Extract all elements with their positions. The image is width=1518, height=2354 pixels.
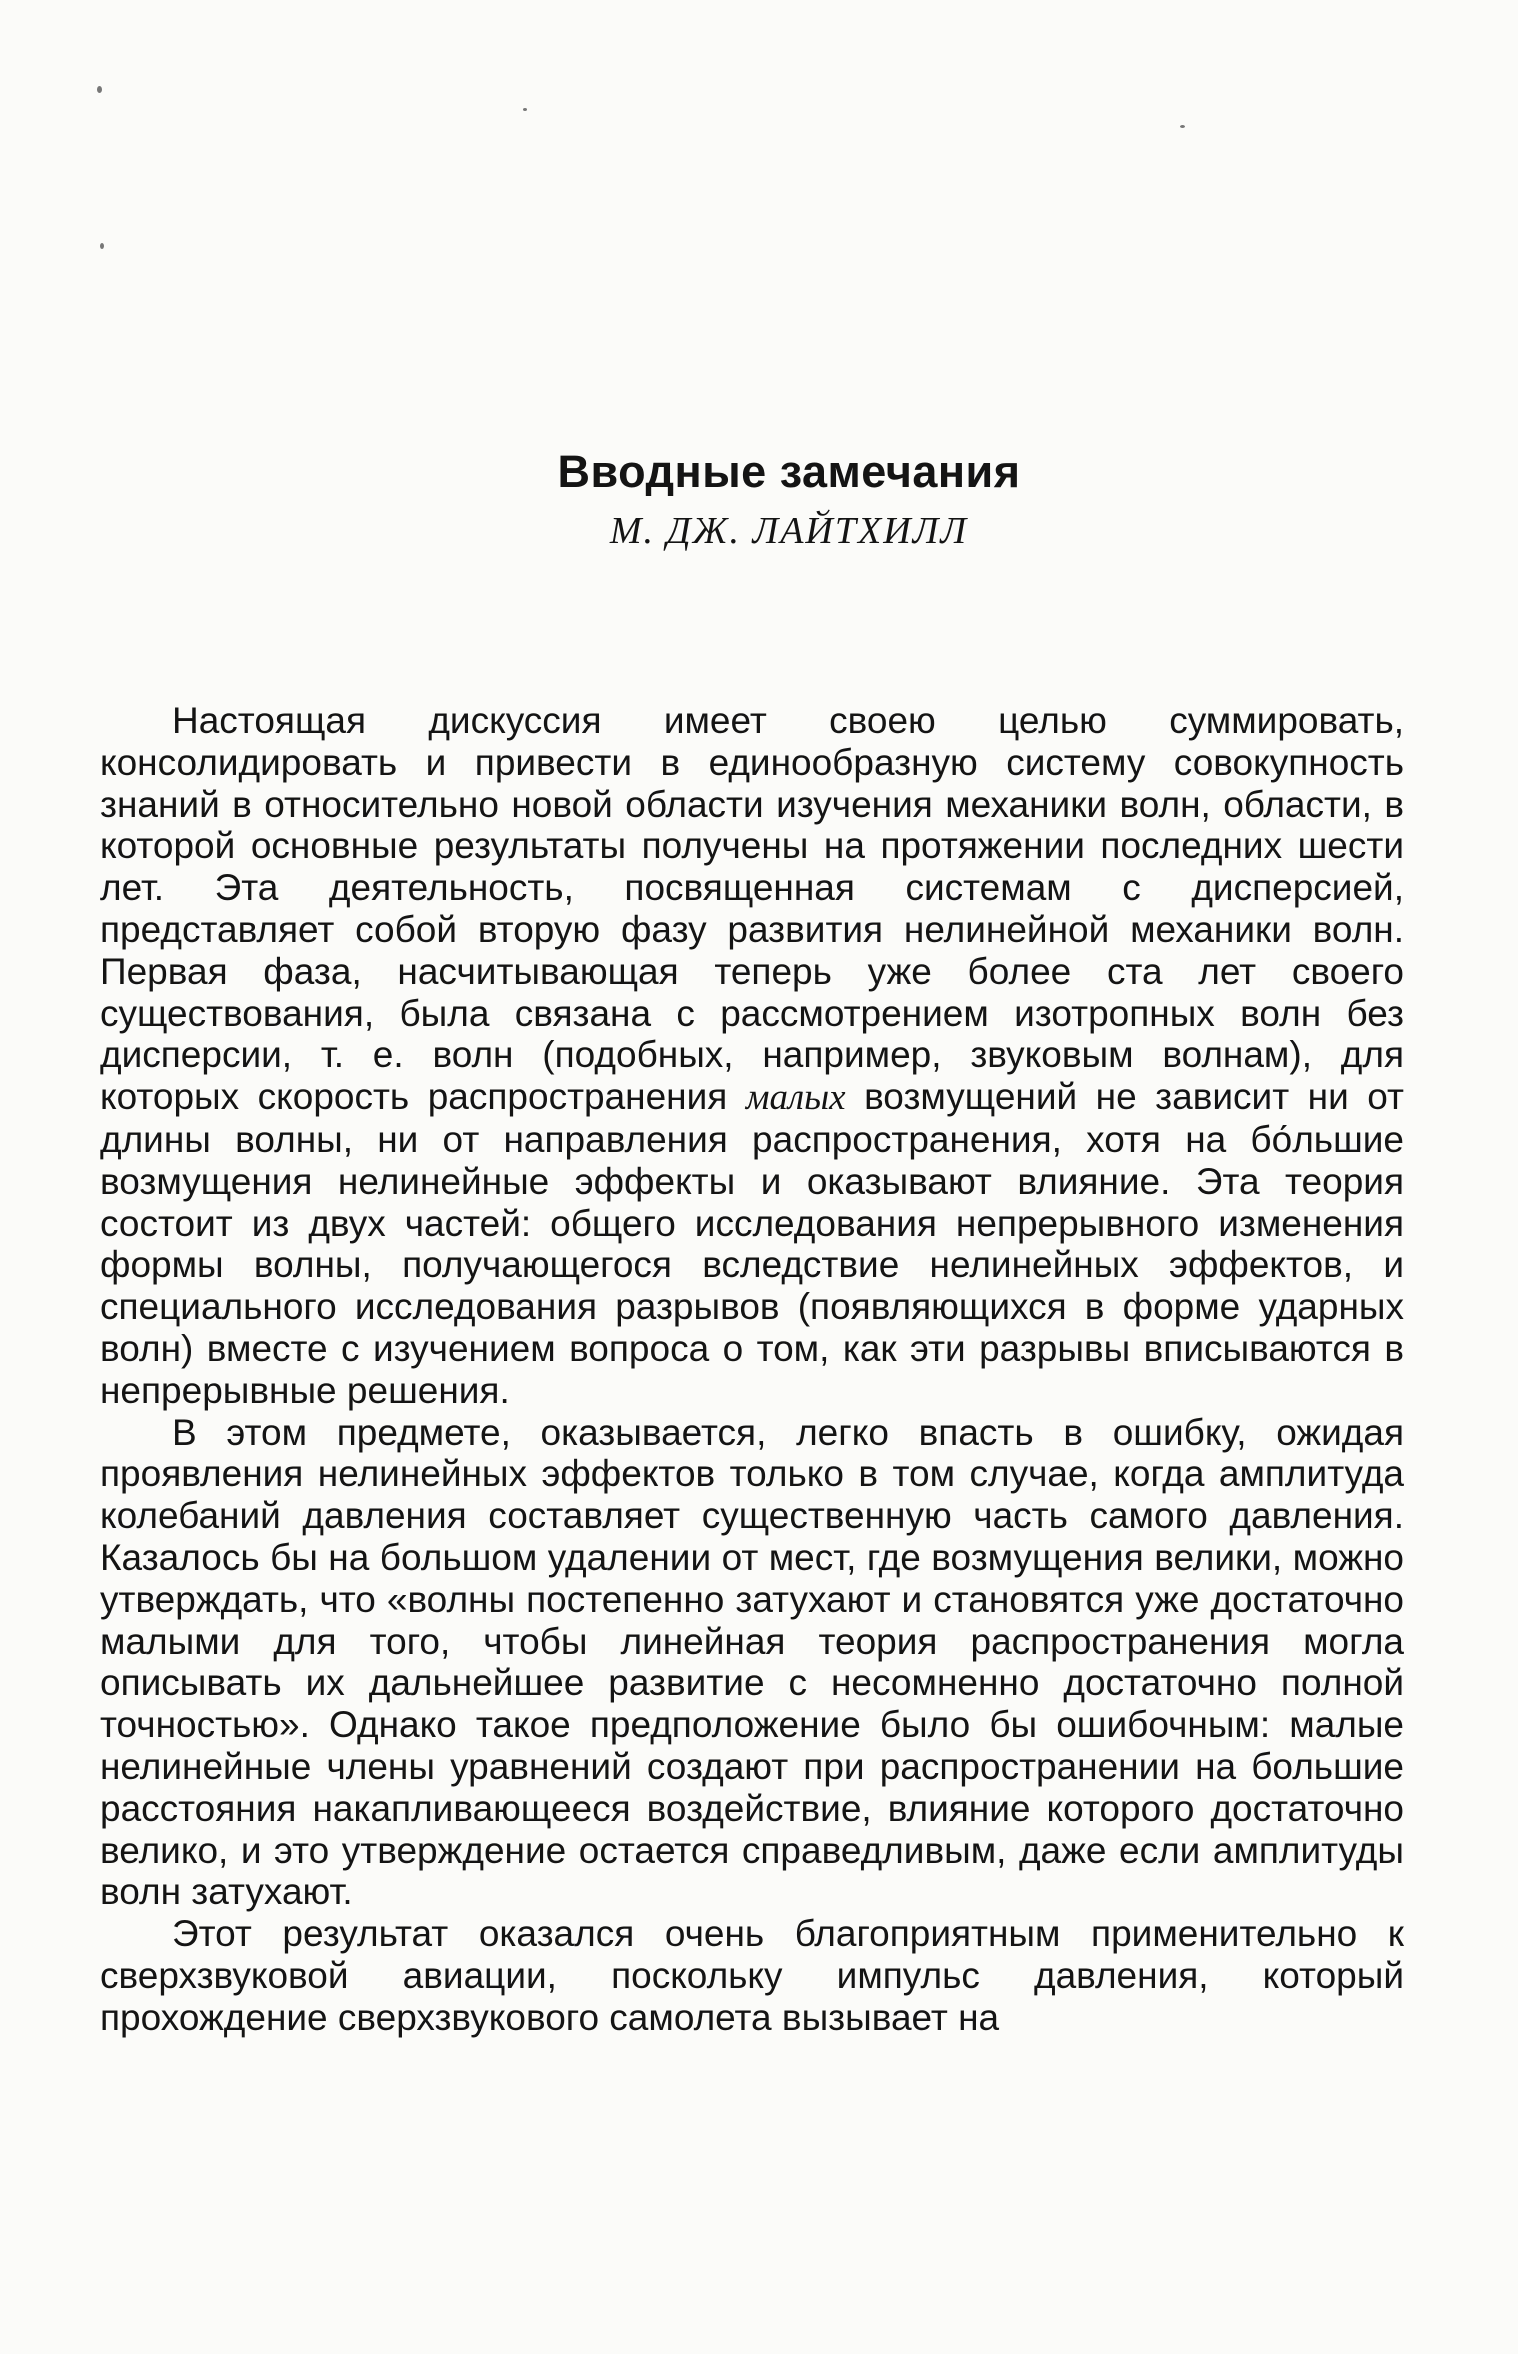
- scan-speck: [100, 243, 104, 249]
- article-body: [100, 700, 1404, 2039]
- scan-speck: [1180, 125, 1185, 128]
- paragraph-1: [100, 700, 1404, 1412]
- scan-speck: [97, 86, 102, 93]
- paragraph-1-text-start: Настоящая дискуссия имеет своею целью суммировать, консолидировать и привести в единообразную систему совокупность знаний в относительно новой области изучения механики волн, области, в которой основные результаты получены на протяжении последних шести лет. Эта деятельность, посвященная системам с дисперсией, представляет собой вторую фазу развития нелинейной механики волн. Первая фаза, насчитывающая теперь уже более ста лет своего существования, была связана с рассмотрением изотропных волн без дисперсии, т. е. волн (подобных, например, звуковым волнам), для которых скорость распространения: [100, 700, 1404, 1118]
- paragraph-3: Этот результат оказался очень благоприятным применительно к сверхзвуковой авиации, поскольку импульс давления, который прохождение сверхзвукового самолета вызывает на: [100, 1913, 1404, 2038]
- page-title: Вводные замечания: [557, 446, 1021, 498]
- author-name: М. ДЖ. ЛАЙТХИЛЛ: [609, 510, 969, 552]
- emphasized-word: малых: [745, 1077, 846, 1119]
- paragraph-1-text-end: возмущений не зависит ни от длины волны, ни от направления распространения, хотя на бо́льшие возмущения нелинейные эффекты и оказывают влияние. Эта теория состоит из двух частей: общего исследования непрерывного изменения формы волны, получающегося вследствие нелинейных эффектов, и специального исследования разрывов (появляющихся в форме ударных волн) вместе с изучением вопроса о том, как эти разрывы вписываются в непрерывные решения.: [100, 1076, 1404, 1411]
- scan-speck: [523, 108, 527, 111]
- paragraph-2: В этом предмете, оказывается, легко впасть в ошибку, ожидая проявления нелинейных эффектов только в том случае, когда амплитуда колебаний давления составляет существенную часть самого давления. Казалось бы на большом удалении от мест, где возмущения велики, можно утверждать, что «волны постепенно затухают и становятся уже достаточно малыми для того, чтобы линейная теория распространения могла описывать их дальнейшее развитие с несомненно достаточно полной точностью». Однако такое предположение было бы ошибочным: малые нелинейные члены уравнений создают при распространении на большие расстояния накапливающееся воздействие, влияние которого достаточно велико, и это утверждение остается справедливым, даже если амплитуды волн затухают.: [100, 1411, 1404, 1913]
